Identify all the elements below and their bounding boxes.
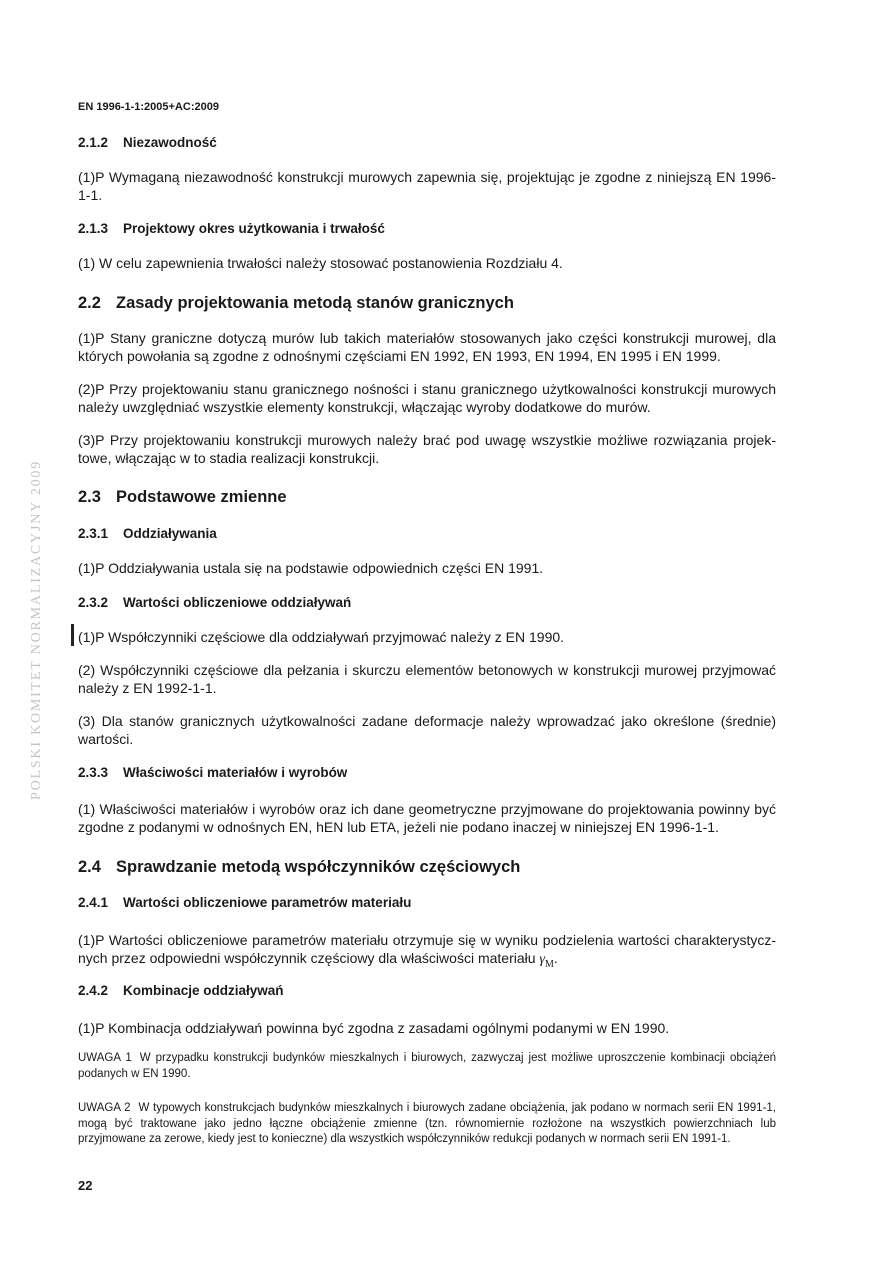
note-1: UWAGA 1 W przypadku konstrukcji budynków mieszkalnych i biurowych, zazwyczaj jest możliwe uproszczenie kombinacji obciążeń podanych w EN 1990. (78, 1052, 776, 1080)
section-2-4-2-para-1: (1)P Kombinacja oddziaływań powinna być zgodna z zasadami ogólnymi podanymi w EN 1990. (78, 1020, 670, 1036)
section-2-3-2-para-3: (3) Dla stanów granicznych użytkowalności zadane deformacje należy wprowadzać jako określone (średnie) wartości. (78, 713, 776, 747)
watermark (25, 455, 49, 805)
section-2-2-heading: 2.2 Zasady projektowania metodą stanów granicznych (78, 294, 514, 312)
change-bar (71, 624, 74, 646)
section-2-3-3-para-1: (1) Właściwości materiałów i wyrobów oraz ich dane geometryczne przyjmowane do projektowania powinny być zgodne z podanymi w odnośnych EN, hEN lub ETA, jeżeli nie podano inaczej w niniejszej EN 1996-1-1. (78, 801, 776, 835)
section-2-4-1-para-1: (1)P Wartości obliczeniowe parametrów materiału otrzymuje się w wyniku podzielenia wartości charakterystycz- nych przez odpowiedni współczynnik częściowy dla właściwości materiału $\gamma_M$. (78, 932, 776, 970)
gamma-m-symbol: $\gamma_M$ (539, 952, 554, 970)
section-2-2-para-2: (2)P Przy projektowaniu stanu granicznego nośności i stanu granicznego użytkowalności konstrukcji murowych należy uwzględniać wszystkie elementy konstrukcji, włączając wyroby dodatkowe do murów. (78, 381, 776, 415)
section-2-3-2-para-1: (1)P Współczynniki częściowe dla oddziaływań przyjmować należy z EN 1990. (78, 629, 565, 645)
page-number: 22 (78, 1178, 93, 1193)
section-2-4-heading: 2.4 Sprawdzanie metodą współczynników częściowych (78, 858, 521, 876)
section-2-3-2-para-2: (2) Współczynniki częściowe dla pełzania i skurczu elementów betonowych w konstrukcji murowej przyjmować należy z EN 1992-1-1. (78, 662, 776, 696)
section-2-1-3-heading: 2.1.3 Projektowy okres użytkowania i trwałość (78, 221, 385, 236)
note-2: UWAGA 2 W typowych konstrukcjach budynków mieszkalnych i biurowych zadane obciążenia, jak podano w normach serii EN 1991-1, mogą być traktowane jako jedno łączne obciążenie zmienne (tzn. równomiernie rozłożone na wszystkich powierzchniach lub przyjmowane za zerowe, kiedy jest to konieczne) dla wszystkich współczynników redukcji podanych w normach serii EN 1991-1. (78, 1102, 776, 1145)
section-2-1-3-para-1: (1) W celu zapewnienia trwałości należy stosować postanowienia Rozdziału 4. (78, 255, 563, 271)
section-2-4-1-heading: 2.4.1 Wartości obliczeniowe parametrów materiału (78, 895, 412, 910)
section-2-3-1-heading: 2.3.1 Oddziaływania (78, 526, 217, 541)
watermark-text: POLSKI KOMITET NORMALIZACYJNY 2009 (29, 459, 44, 801)
section-2-3-2-heading: 2.3.2 Wartości obliczeniowe oddziaływań (78, 595, 352, 610)
note-1-label: UWAGA 1 (78, 1052, 132, 1064)
document-code: EN 1996-1-1:2005+AC:2009 (78, 101, 219, 113)
section-2-1-2-heading: 2.1.2 Niezawodność (78, 135, 217, 150)
section-2-3-heading: 2.3 Podstawowe zmienne (78, 488, 287, 506)
section-2-2-para-1: (1)P Stany graniczne dotyczą murów lub takich materiałów stosowanych jako części konstrukcji murowej, dla których powołania są zgodne z odnośnymi częściami EN 1992, EN 1993, EN 1994, EN 1995 i EN 1999. (78, 330, 776, 364)
section-2-3-3-heading: 2.3.3 Właściwości materiałów i wyrobów (78, 765, 348, 780)
section-2-4-2-heading: 2.4.2 Kombinacje oddziaływań (78, 983, 284, 998)
section-2-3-1-para-1: (1)P Oddziaływania ustala się na podstawie odpowiednich części EN 1991. (78, 560, 544, 576)
note-2-label: UWAGA 2 (78, 1102, 131, 1114)
section-2-1-2-para-1: (1)P Wymaganą niezawodność konstrukcji murowych zapewnia się, projektując je zgodne z niniejszą EN 1996-1-1. (78, 169, 776, 203)
section-2-2-para-3: (3)P Przy projektowaniu konstrukcji murowych należy brać pod uwagę wszystkie możliwe rozwiązania projek- towe, włączając w to stadia realizacji konstrukcji. (78, 432, 776, 466)
